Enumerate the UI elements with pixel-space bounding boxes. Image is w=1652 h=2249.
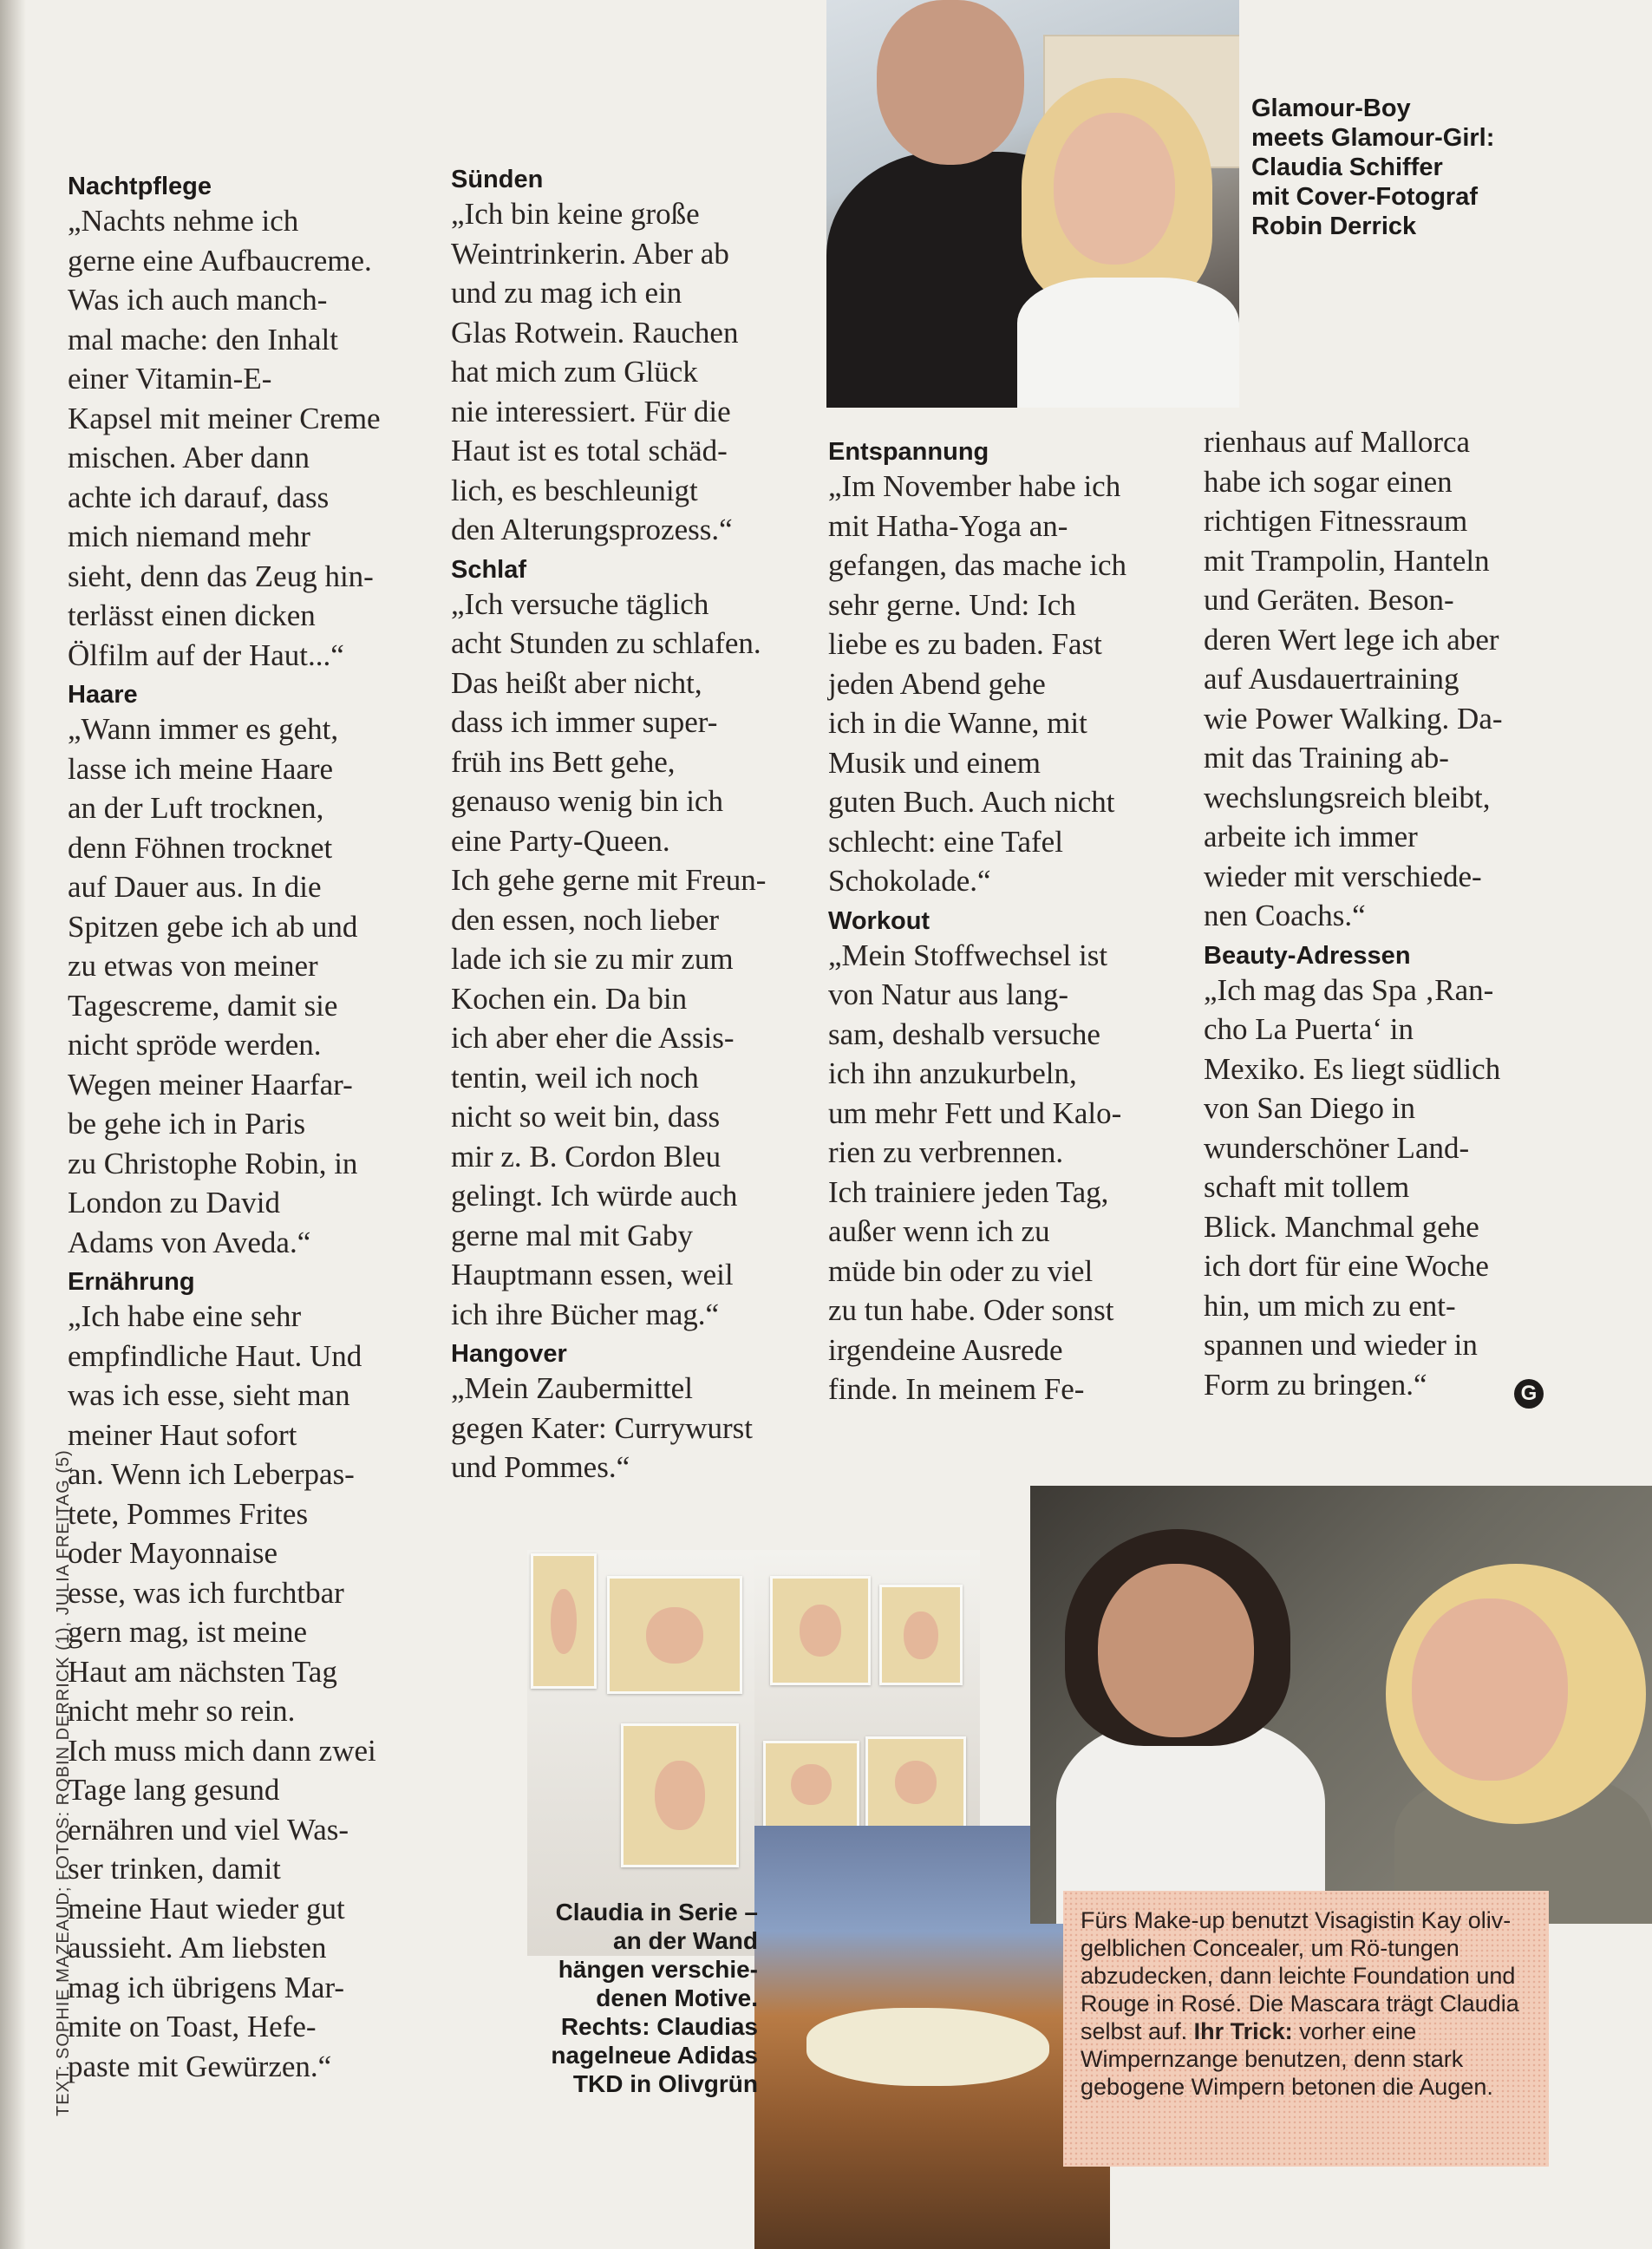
caption-top-text: Glamour-Boy meets Glamour-Girl: Claudia Schiffer mit Cover-Fotograf Robin Derrick bbox=[1251, 95, 1495, 240]
section-heading-ernaehrung: Ernährung bbox=[68, 1268, 195, 1296]
photo-credits: TEXT: SOPHIE MAZEAUD; FOTOS: ROBIN DERRICK (1), JULIA FREITAG (5) bbox=[54, 1449, 73, 2116]
photo-model-face bbox=[1412, 1598, 1568, 1781]
section-heading-beauty-adressen: Beauty-Adressen bbox=[1204, 941, 1411, 970]
photo-woman-face bbox=[1054, 113, 1175, 265]
photo-man-head bbox=[877, 0, 1024, 165]
section-heading-schlaf: Schlaf bbox=[451, 555, 527, 584]
section-heading-nachtpflege: Nachtpflege bbox=[68, 173, 212, 200]
photo-makeup-session bbox=[1030, 1486, 1652, 1924]
wall-print bbox=[879, 1585, 963, 1685]
caption-wall-text: Claudia in Serie – an der Wand hängen verschie- denen Motive. Rechts: Claudias nagelneue Adidas TKD in Olivgrün bbox=[551, 1899, 758, 2097]
wall-print bbox=[763, 1741, 859, 1827]
section-text-nachtpflege: „Nachts nehme ich gerne eine Aufbaucreme. Was ich auch manch- mal mache: den Inhalt einer Vitamin-E- Kapsel mit meiner Creme mischen. Aber dann achte ich darauf, dass mich niemand mehr sieht, denn das Zeug hin- terlässt einen dicken Ölfilm auf der Haut...“ bbox=[68, 204, 381, 672]
caption-glamour-portrait bbox=[1251, 94, 1538, 241]
section-heading-entspannung: Entspannung bbox=[828, 438, 989, 466]
text-column-3 bbox=[828, 437, 1175, 1415]
makeup-info-box bbox=[1063, 1891, 1549, 2167]
wall-print bbox=[621, 1723, 739, 1867]
text-column-1 bbox=[68, 172, 441, 2091]
wall-print bbox=[865, 1736, 966, 1827]
makeup-box-text: Fürs Make-up benutzt Visagistin Kay oliv-gelblichen Concealer, um Rö-tungen abzudecken, dann leichte Foundation und Rouge in Rosé. Die Mascara trägt Claudia selbst auf. bbox=[1081, 1907, 1519, 2044]
section-text-workout: „Mein Stoffwechsel ist von Natur aus lang- sam, deshalb versuche ich ihn anzukurbeln, um mehr Fett und Kalo- rien zu verbrennen. Ich trainiere jeden Tag, außer wenn ich zu müde bin oder zu viel zu tun habe. Oder sonst irgendeine Ausrede finde. In meinem Fe- bbox=[828, 938, 1122, 1406]
wall-print bbox=[770, 1576, 871, 1685]
wall-print bbox=[607, 1576, 742, 1694]
page-binding-shadow bbox=[0, 0, 26, 2249]
article-end-mark: G bbox=[1514, 1379, 1544, 1409]
photo-woman-shirt bbox=[1017, 278, 1239, 408]
section-text-hangover: „Mein Zaubermittel gegen Kater: Currywurst und Pommes.“ bbox=[451, 1371, 753, 1484]
section-heading-workout: Workout bbox=[828, 906, 930, 935]
photo-glamour-portrait bbox=[826, 0, 1239, 408]
section-heading-hangover: Hangover bbox=[451, 1340, 567, 1368]
section-text-suenden: „Ich bin keine große Weintrinkerin. Aber ab und zu mag ich ein Glas Rotwein. Rauchen hat mich zum Glück nie interessiert. Für die Haut ist es total schäd- lich, es beschleunigt den Alterungsprozess.“ bbox=[451, 197, 739, 546]
section-heading-suenden: Sünden bbox=[451, 166, 544, 193]
section-heading-haare: Haare bbox=[68, 681, 138, 709]
makeup-box-trick-text: vorher eine Wimpernzange benutzen, denn stark gebogene Wimpern betonen die Augen. bbox=[1081, 2018, 1493, 2100]
text-column-2 bbox=[451, 165, 802, 1493]
section-text-haare: „Wann immer es geht, lasse ich meine Haare an der Luft trocknen, denn Föhnen trocknet auf Dauer aus. In die Spitzen gebe ich ab und zu etwas von meiner Tagescreme, damit sie nicht spröde werden. Wegen meiner Haarfar- be gehe ich in Paris zu Christophe Robin, in London zu David Adams von Aveda.“ bbox=[68, 712, 358, 1259]
section-text-ernaehrung: „Ich habe eine sehr empfindliche Haut. Und was ich esse, sieht man meiner Haut sofort an. Wenn ich Leberpas- tete, Pommes Frites oder Mayonnaise esse, was ich furchtbar gern mag, ist meine Haut am nächsten Tag nicht mehr so rein. Ich muss mich dann zwei Tage lang gesund ernähren und viel Was- ser trinken, damit meine Haut wieder gut aussieht. Am liebsten mag ich übrigens Mar- mite on Toast, Hefe- paste mit Gewürzen.“ bbox=[68, 1299, 376, 2083]
section-text-workout-continued: rienhaus auf Mallorca habe ich sogar einen richtigen Fitnessraum mit Trampolin, Hanteln und Geräten. Beson- deren Wert lege ich aber auf Ausdauertraining wie Power Walking. Da- mit das Training ab- wechslungsreich bleibt, arbeite ich immer wieder mit verschiede- nen Coachs.“ bbox=[1204, 425, 1503, 932]
text-column-4 bbox=[1204, 422, 1568, 1409]
caption-wall-series bbox=[506, 1898, 758, 2098]
photo-wall-series-right bbox=[754, 1550, 980, 1827]
photo-shoe bbox=[806, 2008, 1049, 2086]
section-text-entspannung: „Im November habe ich mit Hatha-Yoga an- gefangen, das mache ich sehr gerne. Und: Ich liebe es zu baden. Fast jeden Abend gehe ich in die Wanne, mit Musik und einem guten Buch. Auch nicht schlecht: eine Tafel Schokolade.“ bbox=[828, 469, 1127, 898]
section-text-schlaf: „Ich versuche täglich acht Stunden zu schlafen. Das heißt aber nicht, dass ich immer super- früh ins Bett gehe, genauso wenig bin ich eine Party-Queen. Ich gehe gerne mit Freun- den essen, noch lieber lade ich sie zu mir zum Kochen ein. Da bin ich aber eher die Assis- tentin, weil ich noch nicht so weit bin, dass mir z. B. Cordon Bleu gelingt. Ich würde auch gerne mal mit Gaby Hauptmann essen, weil ich ihre Bücher mag.“ bbox=[451, 586, 767, 1331]
wall-print bbox=[531, 1553, 597, 1689]
photo-wall-series bbox=[527, 1550, 754, 1956]
makeup-box-trick-label: Ihr Trick: bbox=[1193, 2018, 1293, 2044]
photo-artist-face bbox=[1098, 1564, 1254, 1737]
section-text-beauty-adressen: „Ich mag das Spa ‚Ran- cho La Puerta‘ in Mexiko. Es liegt südlich von San Diego in wunderschöner Land- schaft mit tollem Blick. Manchmal gehe ich dort für eine Woche hin, um mich zu ent- spannen und wieder in Form zu bringen.“ bbox=[1204, 972, 1501, 1402]
